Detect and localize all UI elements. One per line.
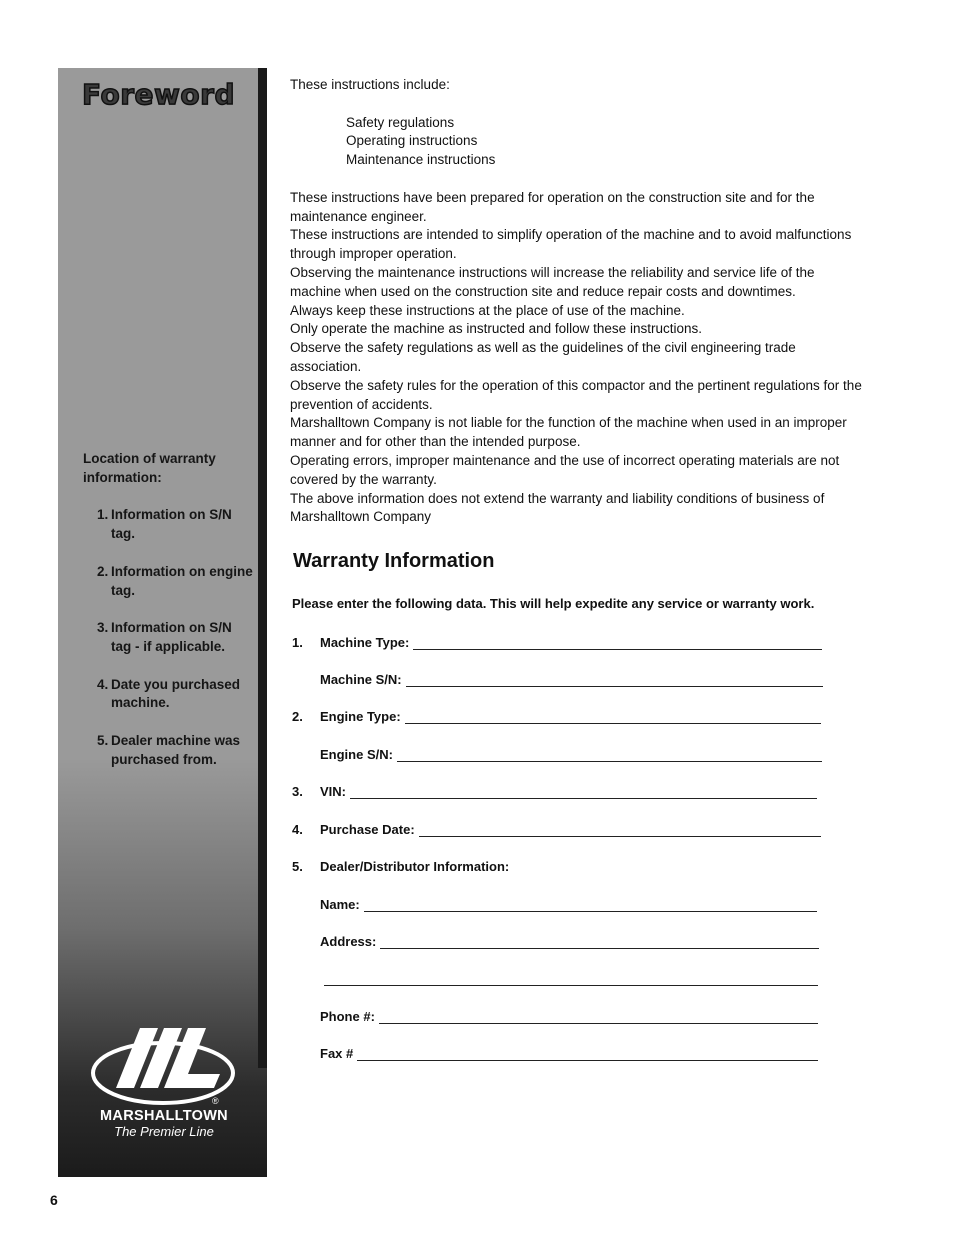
- includes-list: [346, 114, 865, 170]
- dealer-fax-field[interactable]: Fax #: [292, 1043, 818, 1061]
- foreword-body: [290, 76, 865, 527]
- section-title: Foreword: [82, 78, 235, 111]
- fill-in-line[interactable]: [419, 823, 821, 837]
- list-item: 2. Information on engine tag.: [97, 563, 253, 598]
- machine-type-field[interactable]: 1. Machine Type:: [292, 632, 822, 650]
- list-item: Operating instructions: [346, 133, 478, 149]
- paragraph: Always keep these instructions at the place of use of the machine.: [290, 302, 685, 318]
- paragraph: Observe the safety regulations as well as the guidelines of the civil engineering trade association.: [290, 340, 796, 374]
- fill-in-line[interactable]: [379, 1010, 818, 1024]
- paragraph: Only operate the machine as instructed and follow these instructions.: [290, 321, 702, 337]
- fill-in-line[interactable]: [357, 1047, 818, 1061]
- dealer-name-field[interactable]: Name:: [292, 894, 817, 912]
- fill-in-line[interactable]: [405, 710, 821, 724]
- warranty-intro: Please enter the following data. This will help expedite any service or warranty work.: [292, 596, 815, 611]
- foreword-paragraphs: [290, 189, 865, 527]
- paragraph: Observe the safety rules for the operation of this compactor and the pertinent regulations for the prevention of accidents.: [290, 377, 862, 412]
- sidebar-dark-edge: [258, 68, 267, 1068]
- list-item: 3. Information on S/N tag - if applicable.: [97, 620, 232, 654]
- warranty-location-notes: [83, 450, 253, 788]
- warranty-location-heading: Location of warranty information:: [83, 451, 216, 485]
- list-item: Safety regulations: [346, 114, 455, 130]
- paragraph: Observing the maintenance instructions will increase the reliability and service life of the machine when used on the construction site and reduce repair costs and downtimes.: [290, 264, 815, 299]
- logo-brand-name: MARSHALLTOWN: [100, 1108, 228, 1124]
- registered-mark: ®: [212, 1096, 219, 1106]
- fill-in-line[interactable]: [406, 673, 823, 687]
- paragraph: The above information does not extend the warranty and liability conditions of business of Marshalltown Company: [290, 490, 825, 525]
- dealer-phone-field[interactable]: Phone #:: [292, 1006, 818, 1024]
- paragraph: Marshalltown Company is not liable for the function of the machine when used in an improper manner and for other than the intended purpose.: [290, 415, 847, 450]
- sidebar-panel: [58, 68, 267, 1177]
- list-item: 5. Dealer machine was purchased from.: [97, 732, 241, 767]
- engine-sn-field[interactable]: Engine S/N:: [292, 744, 822, 762]
- marshalltown-logo: [88, 1026, 238, 1146]
- fill-in-line[interactable]: [413, 636, 822, 650]
- logo-tagline: The Premier Line: [114, 1124, 214, 1139]
- purchase-date-field[interactable]: 4. Purchase Date:: [292, 819, 821, 837]
- dealer-info-heading: 5. Dealer/Distributor Information:: [292, 859, 510, 874]
- paragraph: Operating errors, improper maintenance and the use of incorrect operating materials are not covered by the warranty.: [290, 452, 840, 487]
- marshalltown-logo-icon: [88, 1026, 238, 1106]
- warranty-location-list: [83, 506, 253, 769]
- includes-intro: These instructions include:: [290, 77, 450, 92]
- machine-sn-field[interactable]: Machine S/N:: [292, 669, 823, 687]
- fill-in-line[interactable]: [397, 748, 822, 762]
- page-number: 6: [50, 1192, 58, 1208]
- vin-field[interactable]: 3. VIN:: [292, 781, 817, 799]
- fill-in-line[interactable]: [364, 898, 817, 912]
- list-item: Maintenance instructions: [346, 152, 496, 168]
- paragraph: These instructions are intended to simplify operation of the machine and to avoid malfunctions through improper operation.: [290, 227, 852, 262]
- fill-in-line[interactable]: [380, 935, 819, 949]
- list-item: 1. Information on S/N tag.: [97, 507, 232, 542]
- fill-in-line[interactable]: [350, 785, 817, 799]
- paragraph: These instructions have been prepared for operation on the construction site and for the maintenance engineer.: [290, 189, 815, 224]
- list-item: 4. Date you purchased machine.: [97, 676, 241, 711]
- warranty-title: Warranty Information: [293, 550, 495, 572]
- fill-in-line[interactable]: [324, 972, 818, 986]
- dealer-address-line-2[interactable]: [292, 968, 818, 986]
- engine-type-field[interactable]: 2. Engine Type:: [292, 706, 821, 724]
- dealer-address-field[interactable]: Address:: [292, 931, 819, 949]
